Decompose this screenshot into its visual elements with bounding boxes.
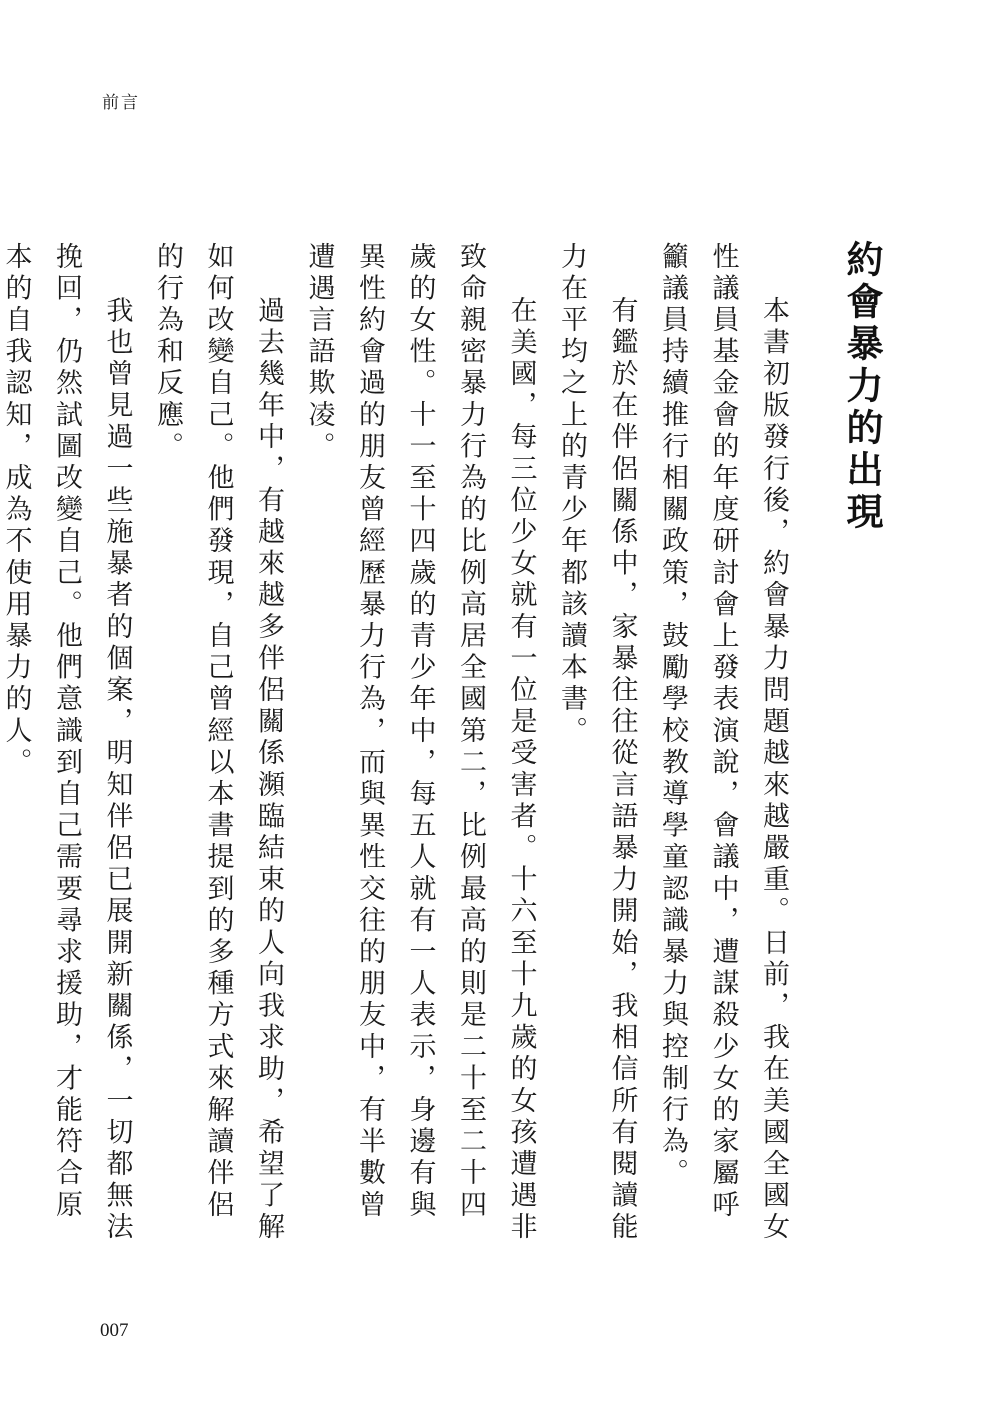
body-text xyxy=(0,242,798,1252)
page-number: 007 xyxy=(100,1320,129,1341)
paragraph: 我也曾見過一些施暴者的個案，明知伴侶已展開新關係，一切都無法挽回，仍然試圖改變自己。他們意識到自己需要尋求援助，才能符合原本的自我認知，成為不使用暴力的人。 xyxy=(0,242,133,1244)
paragraph: 有鑑於在伴侶關係中，家暴往往從言語暴力開始，我相信所有閱讀能力在平均之上的青少年都該讀本書。 xyxy=(556,242,638,1244)
running-head: 前言 xyxy=(102,93,140,113)
section-title: 約會暴力的出現 xyxy=(840,240,883,534)
paragraph: 在美國，每三位少女就有一位是受害者。十六至十九歲的女孩遭遇非致命親密暴力行為的比例高居全國第二，比例最高的則是二十至二十四歲的女性。十一至十四歲的青少年中，每五人就有一人表示，身邊有與異性約會過的朋友曾經歷暴力行為，而與異性交往的朋友中，有半數曾遭遇言語欺凌。 xyxy=(303,242,537,1244)
paragraph: 過去幾年中，有越來越多伴侶關係瀕臨結束的人向我求助，希望了解如何改變自己。他們發現，自己曾經以本書提到的多種方式來解讀伴侶的行為和反應。 xyxy=(152,242,284,1244)
paragraph: 本書初版發行後，約會暴力問題越來越嚴重。日前，我在美國全國女性議員基金會的年度研討會上發表演說，會議中，遭謀殺少女的家屬呼籲議員持續推行相關政策，鼓勵學校教導學童認識暴力與控制行為。 xyxy=(657,242,789,1244)
